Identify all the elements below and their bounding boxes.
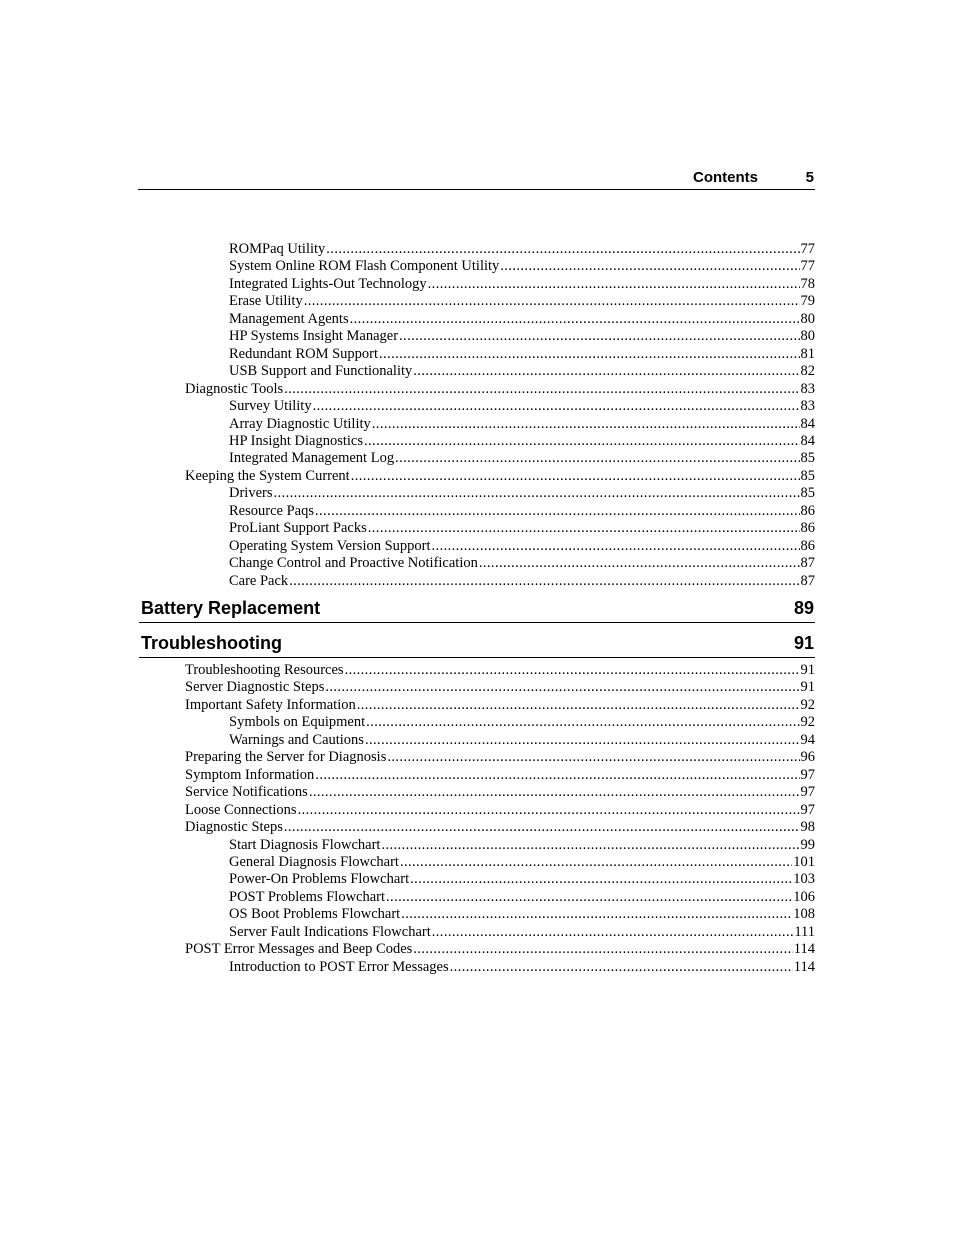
toc-entry-title: Resource Paqs: [229, 502, 314, 519]
dot-leader: [432, 924, 794, 941]
toc-entry[interactable]: [185, 767, 815, 784]
toc-entry-page: 83: [800, 380, 815, 397]
toc-entry-page: 85: [800, 467, 815, 484]
dot-leader: [315, 767, 799, 784]
dot-leader: [284, 819, 800, 836]
dot-leader: [364, 433, 800, 450]
toc-entry[interactable]: [229, 346, 815, 363]
dot-leader: [315, 503, 800, 520]
toc-entry[interactable]: [229, 573, 815, 590]
toc-entry-page: 97: [800, 766, 815, 783]
toc-entry-page: 85: [800, 450, 815, 467]
dot-leader: [399, 328, 799, 345]
toc-entry-page: 80: [800, 310, 815, 327]
toc-entry-page: 106: [793, 888, 815, 905]
dot-leader: [500, 258, 799, 275]
toc-entry-title: General Diagnosis Flowchart: [229, 853, 399, 870]
dot-leader: [313, 398, 800, 415]
toc-entry-title: Warnings and Cautions: [229, 731, 364, 748]
toc-entry-title: Loose Connections: [185, 801, 297, 818]
toc-entry[interactable]: [185, 802, 815, 819]
toc-entry[interactable]: [229, 450, 815, 467]
toc-entry[interactable]: [185, 784, 815, 801]
dot-leader: [368, 520, 800, 537]
toc-entry-title: Diagnostic Tools: [185, 380, 284, 397]
toc-entry-title: Symbols on Equipment: [229, 714, 366, 731]
toc-entry-title: Redundant ROM Support: [229, 345, 379, 362]
toc-entry-page: 114: [793, 941, 815, 958]
header-page-number: 5: [805, 169, 814, 186]
toc-entry-page: 84: [800, 432, 815, 449]
toc-entry-title: Power-On Problems Flowchart: [229, 871, 410, 888]
dot-leader: [357, 697, 800, 714]
toc-entry-title: Care Pack: [229, 572, 289, 589]
chapter-page: 91: [793, 633, 814, 653]
toc-entry[interactable]: [229, 714, 815, 731]
toc-entry[interactable]: [229, 959, 815, 976]
toc-entry-title: ProLiant Support Packs: [229, 520, 367, 537]
toc-entry-page: 80: [800, 328, 815, 345]
dot-leader: [381, 837, 799, 854]
toc-entry-page: 92: [800, 714, 815, 731]
toc-entry-page: 114: [793, 958, 815, 975]
toc-entry-title: POST Problems Flowchart: [229, 888, 386, 905]
toc-entry-page: 99: [800, 836, 815, 853]
toc-entry-title: Erase Utility: [229, 293, 303, 310]
dot-leader: [413, 363, 799, 380]
toc-entry-title: Keeping the System Current: [185, 467, 350, 484]
toc-entry-title: Introduction to POST Error Messages: [229, 958, 449, 975]
toc-entry-page: 97: [800, 801, 815, 818]
toc-entry[interactable]: [229, 854, 815, 871]
toc-entry[interactable]: [229, 416, 815, 433]
toc-entry-title: Array Diagnostic Utility: [229, 415, 371, 432]
toc-entry[interactable]: [229, 433, 815, 450]
toc-entry[interactable]: [229, 241, 815, 258]
dot-leader: [400, 854, 792, 871]
dot-leader: [304, 293, 800, 310]
toc-entry-title: Integrated Lights-Out Technology: [229, 275, 427, 292]
dot-leader: [479, 555, 800, 572]
dot-leader: [379, 346, 799, 363]
toc-entry-page: 92: [800, 696, 815, 713]
toc-entry-title: Symptom Information: [185, 766, 315, 783]
toc-entry[interactable]: [185, 468, 815, 485]
toc-entry-page: 97: [800, 784, 815, 801]
toc-entry-page: 86: [800, 502, 815, 519]
dot-leader: [395, 450, 799, 467]
dot-leader: [274, 485, 800, 502]
toc-entry-page: 94: [800, 731, 815, 748]
toc-entry[interactable]: [185, 749, 815, 766]
toc-entry-title: Integrated Management Log: [229, 450, 395, 467]
toc-entry[interactable]: [185, 941, 815, 958]
toc-entry-title: System Online ROM Flash Component Utility: [229, 258, 500, 275]
dot-leader: [410, 871, 792, 888]
dot-leader: [413, 941, 793, 958]
toc-entry-page: 86: [800, 520, 815, 537]
dot-leader: [350, 311, 800, 328]
toc-entry[interactable]: [229, 293, 815, 310]
dot-leader: [325, 679, 799, 696]
running-header: [138, 168, 815, 190]
toc-entry-title: Server Fault Indications Flowchart: [229, 923, 431, 940]
toc-entry-page: 83: [800, 398, 815, 415]
chapter-page: 89: [793, 598, 814, 618]
toc-entry-title: OS Boot Problems Flowchart: [229, 906, 401, 923]
dot-leader: [365, 732, 800, 749]
toc-entry[interactable]: [229, 732, 815, 749]
toc-entry-title: POST Error Messages and Beep Codes: [185, 941, 413, 958]
toc-entry-page: 87: [800, 572, 815, 589]
toc-entry[interactable]: [229, 485, 815, 502]
toc-entry-page: 86: [800, 537, 815, 554]
dot-leader: [366, 714, 799, 731]
toc-entry-page: 96: [800, 749, 815, 766]
dot-leader: [298, 802, 800, 819]
chapter-heading-troubleshooting[interactable]: [139, 633, 815, 658]
toc-entry-page: 85: [800, 485, 815, 502]
toc-entry-title: Change Control and Proactive Notification: [229, 555, 478, 572]
toc-entry[interactable]: [229, 837, 815, 854]
toc-entry[interactable]: [229, 520, 815, 537]
dot-leader: [450, 959, 793, 976]
chapter-heading-battery-replacement[interactable]: [139, 598, 815, 623]
toc-entry-page: 98: [800, 819, 815, 836]
toc-entry[interactable]: [229, 328, 815, 345]
toc-entry-title: HP Insight Diagnostics: [229, 432, 363, 449]
toc-entry-page: 111: [794, 923, 815, 940]
toc-entry[interactable]: [229, 398, 815, 415]
dot-leader: [284, 381, 799, 398]
toc-entry-title: Server Diagnostic Steps: [185, 679, 325, 696]
toc-entry-title: USB Support and Functionality: [229, 363, 413, 380]
toc-entry-title: Service Notifications: [185, 784, 308, 801]
dot-leader: [386, 889, 792, 906]
toc-entry[interactable]: [229, 924, 815, 941]
toc-entry[interactable]: [229, 258, 815, 275]
toc-entry[interactable]: [229, 363, 815, 380]
dot-leader: [309, 784, 800, 801]
toc-entry-title: Troubleshooting Resources: [185, 662, 344, 678]
toc-entry[interactable]: [229, 503, 815, 520]
toc-entry-title: HP Systems Insight Manager: [229, 328, 399, 345]
toc-entry-title: Start Diagnosis Flowchart: [229, 836, 381, 853]
toc-entry-page: 103: [793, 871, 815, 888]
toc-entry-page: 77: [800, 241, 815, 257]
dot-leader: [351, 468, 800, 485]
toc-entry-title: ROMPaq Utility: [229, 241, 326, 257]
toc-entry[interactable]: [229, 276, 815, 293]
dot-leader: [326, 241, 799, 258]
toc-entry[interactable]: [229, 871, 815, 888]
toc-entry[interactable]: [185, 679, 815, 696]
dot-leader: [372, 416, 800, 433]
dot-leader: [432, 538, 800, 555]
toc-entry[interactable]: [185, 381, 815, 398]
toc-entry-title: Preparing the Server for Diagnosis: [185, 749, 387, 766]
toc-entry-page: 91: [800, 662, 815, 678]
toc-entry-title: Important Safety Information: [185, 696, 356, 713]
dot-leader: [289, 573, 799, 590]
toc-entry-title: Diagnostic Steps: [185, 819, 283, 836]
chapter-title: Battery Replacement: [141, 598, 321, 618]
toc-entry-title: Drivers: [229, 485, 273, 502]
toc-entry[interactable]: [185, 819, 815, 836]
toc-entry-page: 87: [800, 555, 815, 572]
toc-entry-page: 82: [800, 363, 815, 380]
toc-entry-page: 84: [800, 415, 815, 432]
toc-entry-title: Survey Utility: [229, 398, 312, 415]
toc-entry-page: 81: [800, 345, 815, 362]
toc-entry-page: 108: [793, 906, 815, 923]
toc-entry[interactable]: [229, 538, 815, 555]
dot-leader: [401, 906, 792, 923]
toc-entry-title: Operating System Version Support: [229, 537, 431, 554]
dot-leader: [387, 749, 799, 766]
toc-entry[interactable]: [229, 889, 815, 906]
toc-entry[interactable]: [229, 906, 815, 923]
toc-entry-page: 77: [800, 258, 815, 275]
toc-entry-page: 91: [800, 679, 815, 696]
toc-entry-page: 79: [800, 293, 815, 310]
toc-entry[interactable]: [229, 555, 815, 572]
toc-entry[interactable]: [185, 662, 815, 679]
toc-entry-page: 101: [793, 853, 815, 870]
chapter-title: Troubleshooting: [141, 633, 282, 653]
toc-entry[interactable]: [229, 311, 815, 328]
dot-leader: [428, 276, 800, 293]
toc-entry-title: Management Agents: [229, 310, 349, 327]
dot-leader: [345, 662, 800, 679]
toc-entry[interactable]: [185, 697, 815, 714]
toc-entry-page: 78: [800, 275, 815, 292]
header-title: Contents: [693, 169, 758, 186]
